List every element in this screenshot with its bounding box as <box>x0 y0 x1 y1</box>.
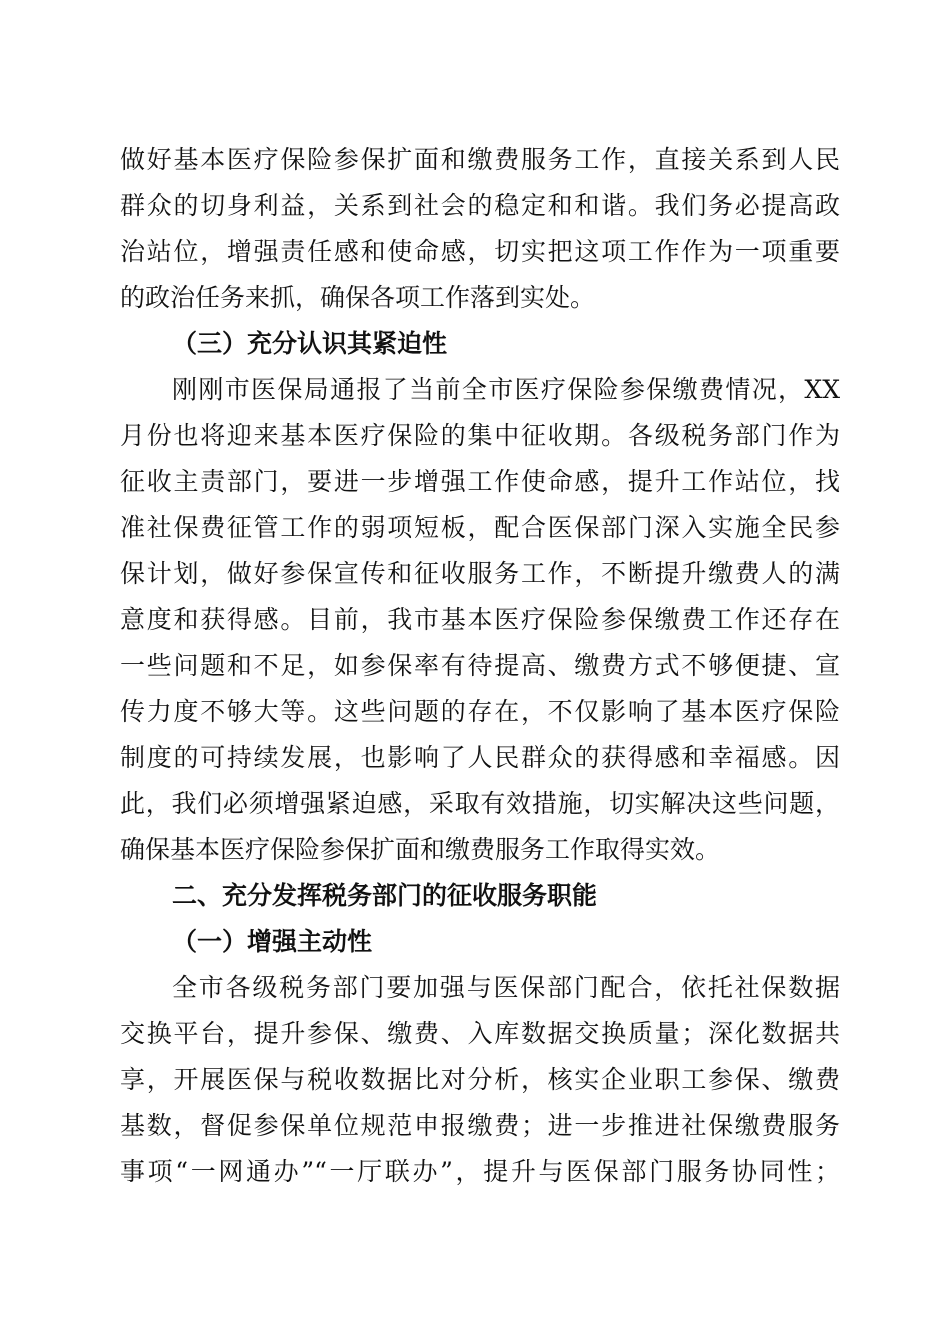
text-line: 准社保费征管工作的弱项短板，配合医保部门深入实施全民参 <box>120 513 840 542</box>
text-line: 基数，督促参保单位规范申报缴费；进一步推进社保缴费服务 <box>120 1111 840 1140</box>
section-heading: 二、充分发挥税务部门的征收服务职能 <box>172 881 598 910</box>
text-line: 交换平台，提升参保、缴费、入库数据交换质量；深化数据共 <box>120 1019 840 1048</box>
subsection-heading: （三）充分认识其紧迫性 <box>172 329 448 358</box>
text-line: 制度的可持续发展，也影响了人民群众的获得感和幸福感。因 <box>120 743 840 772</box>
text-line: 群众的切身利益，关系到社会的稳定和和谐。我们务必提高政 <box>120 191 840 220</box>
text-line: 意度和获得感。目前，我市基本医疗保险参保缴费工作还存在 <box>120 605 840 634</box>
text-line: 全市各级税务部门要加强与医保部门配合，依托社保数据 <box>172 973 840 1002</box>
text-line: 刚刚市医保局通报了当前全市医疗保险参保缴费情况，XX <box>172 375 840 404</box>
text-line: 确保基本医疗保险参保扩面和缴费服务工作取得实效。 <box>120 835 721 864</box>
subsection-heading: （一）增强主动性 <box>172 927 373 956</box>
text-line: 一些问题和不足，如参保率有待提高、缴费方式不够便捷、宣 <box>120 651 840 680</box>
text-line: 月份也将迎来基本医疗保险的集中征收期。各级税务部门作为 <box>120 421 840 450</box>
text-line: 的政治任务来抓，确保各项工作落到实处。 <box>120 283 596 312</box>
text-line: 征收主责部门，要进一步增强工作使命感，提升工作站位，找 <box>120 467 840 496</box>
text-line: 事项“一网通办”“一厅联办”，提升与医保部门服务协同性； <box>120 1157 840 1186</box>
text-line: 传力度不够大等。这些问题的存在，不仅影响了基本医疗保险 <box>120 697 840 726</box>
text-line: 治站位，增强责任感和使命感，切实把这项工作作为一项重要 <box>120 237 840 266</box>
text-line: 享，开展医保与税收数据比对分析，核实企业职工参保、缴费 <box>120 1065 840 1094</box>
text-line: 保计划，做好参保宣传和征收服务工作，不断提升缴费人的满 <box>120 559 840 588</box>
text-line: 此，我们必须增强紧迫感，采取有效措施，切实解决这些问题， <box>120 789 840 818</box>
text-line: 做好基本医疗保险参保扩面和缴费服务工作，直接关系到人民 <box>120 145 840 174</box>
